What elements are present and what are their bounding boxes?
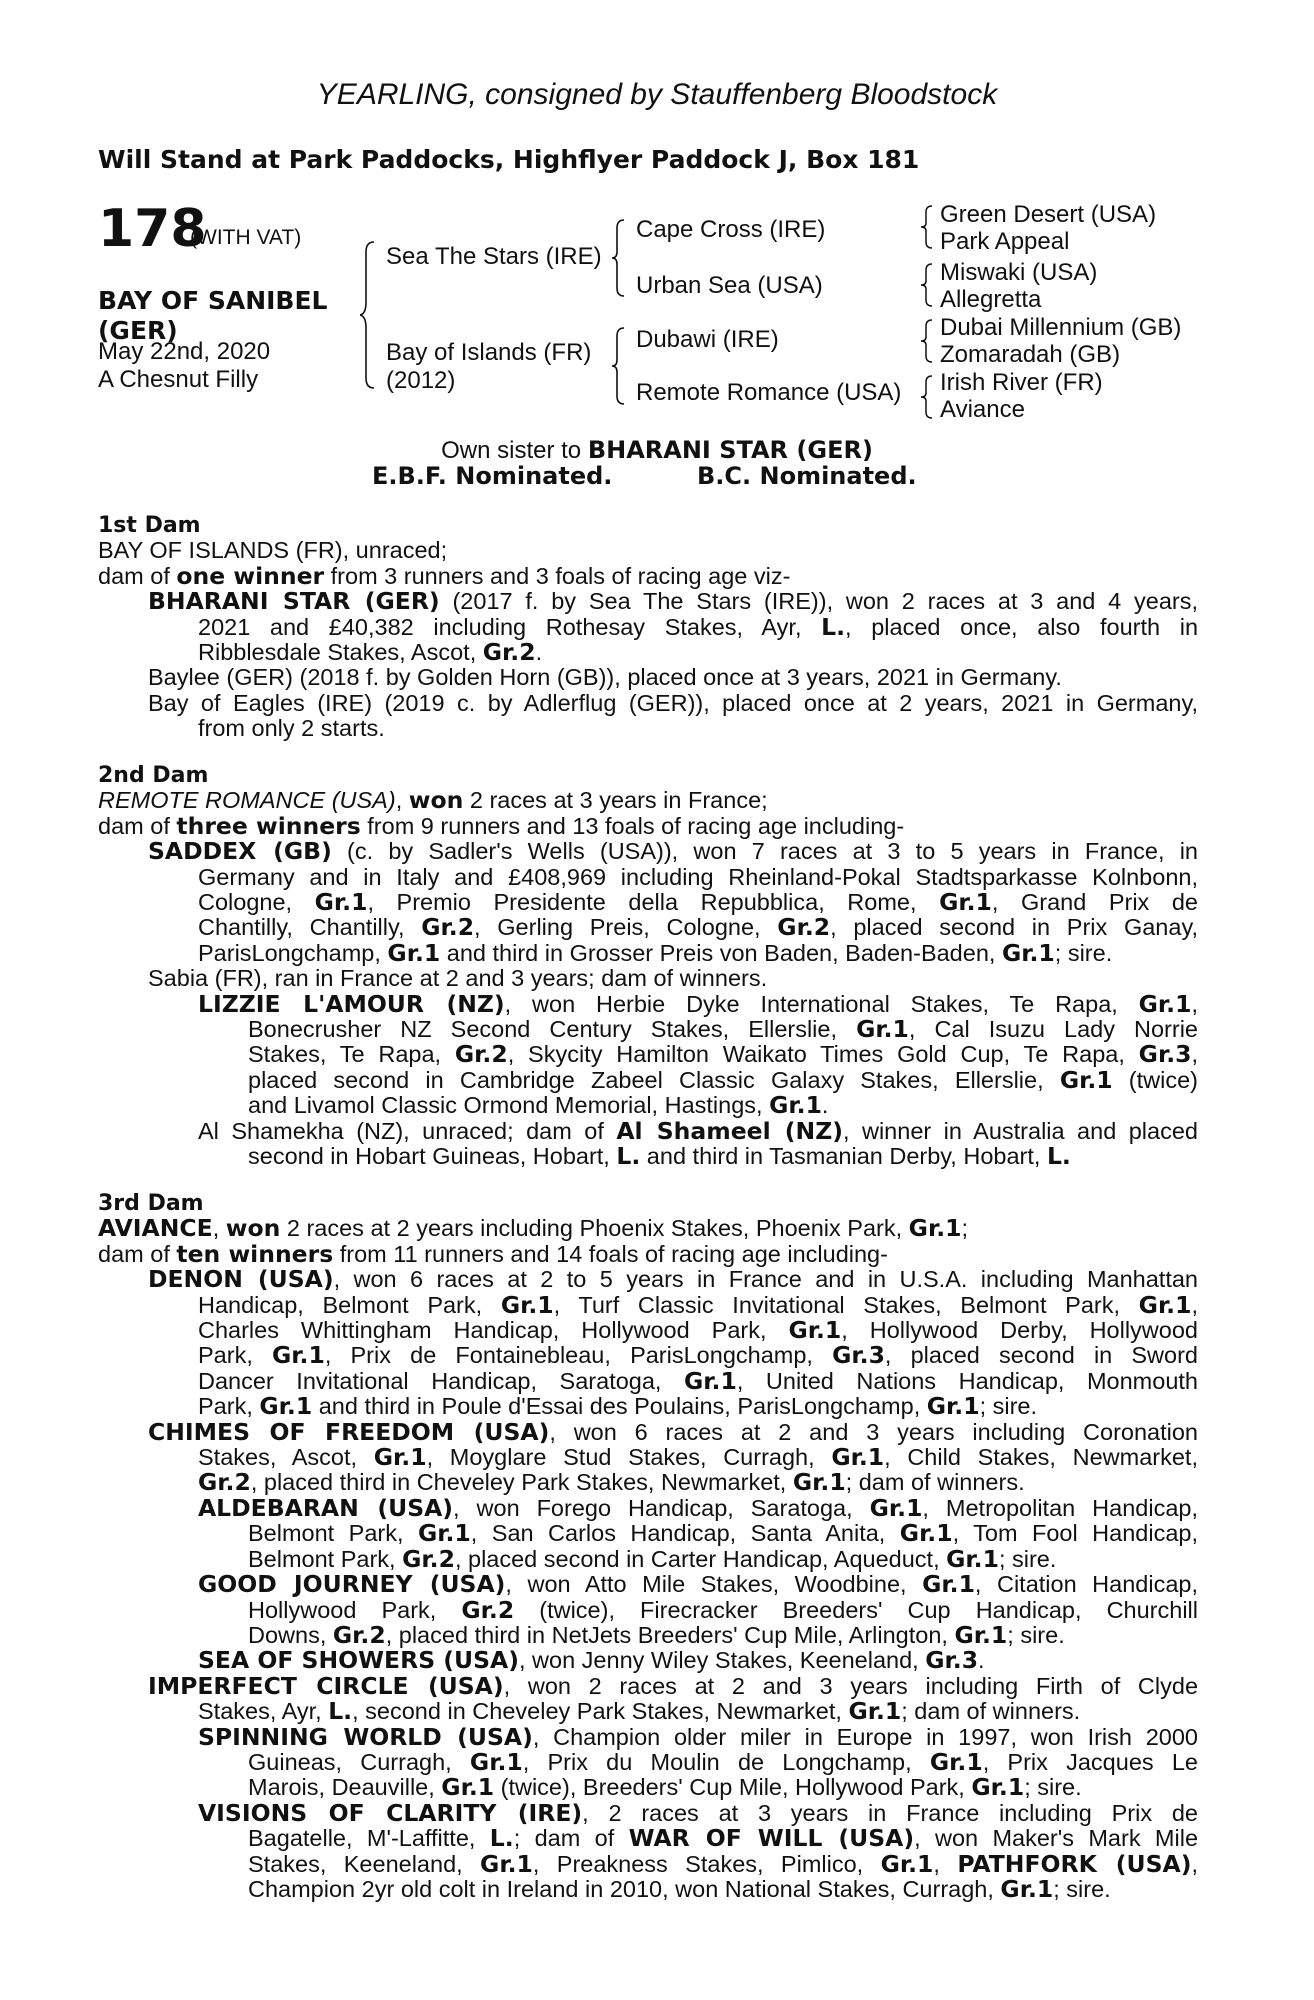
text-line: IMPERFECT CIRCLE (USA), won 2 races at 2 and 3 years including Firth of Clyde [148,1671,1199,1700]
sire-bracket [612,218,628,298]
text-line: Marois, Deauville, Gr.1 (twice), Breeders' Cup Mile, Hollywood Park, Gr.1; sire. [248,1773,1082,1802]
horse-description: A Chesnut Filly [98,366,259,393]
text-line: Dancer Invitational Handicap, Saratoga, Gr.1, United Nations Handicap, Monmouth [198,1366,1198,1395]
text-line: LIZZIE L'AMOUR (NZ), won Herbie Dyke International Stakes, Te Rapa, Gr.1, [198,989,1198,1018]
text-line: and Livamol Classic Ormond Memorial, Hastings, Gr.1. [248,1091,829,1120]
text-line: Bonecrusher NZ Second Century Stakes, Ellerslie, Gr.1, Cal Isuzu Lady Norrie [248,1015,1198,1044]
text-line: CHIMES OF FREEDOM (USA), won 6 races at 2 and 3 years including Coronation [148,1417,1198,1446]
text-line: Gr.2, placed third in Cheveley Park Stakes, Newmarket, Gr.1; dam of winners. [198,1468,1025,1497]
text-line: Guineas, Curragh, Gr.1, Prix du Moulin de Longchamp, Gr.1, Prix Jacques Le [248,1747,1198,1776]
ebf-note: E.B.F. Nominated. [372,462,613,490]
text-line: Hollywood Park, Gr.2 (twice), Firecracker Breeders' Cup Handicap, Churchill [248,1595,1198,1624]
text-line: Baylee (GER) (2018 f. by Golden Horn (GB)), placed once at 3 years, 2021 in Germany. [148,664,1062,691]
text-line: Germany and in Italy and £408,969 including Rheinland-Pokal Stadtsparkasse Kolnbonn, [198,863,1198,890]
text-line: Stakes, Te Rapa, Gr.2, Skycity Hamilton Waikato Times Gold Cup, Te Rapa, Gr.3, [248,1040,1199,1069]
third-dam-heading: 3rd Dam [98,1191,204,1216]
text-line: REMOTE ROMANCE (USA), won 2 races at 3 years in France; [98,786,768,815]
text-line: Belmont Park, Gr.2, placed second in Carter Handicap, Aqueduct, Gr.1; sire. [248,1544,1057,1573]
second-dam-heading: 2nd Dam [98,763,209,788]
text-line: SEA OF SHOWERS (USA), won Jenny Wiley Stakes, Keeneland, Gr.3. [198,1646,985,1675]
stand-location: Will Stand at Park Paddocks, Highflyer Paddock J, Box 181 [98,145,920,174]
text-line: Stakes, Keeneland, Gr.1, Preakness Stakes, Pimlico, Gr.1, PATHFORK (USA), [248,1849,1199,1878]
consignment-title: YEARLING, consigned by Stauffenberg Bloodstock [316,78,998,111]
g-bracket-4 [920,374,936,420]
text-line: Park, Gr.1, Prix de Fontainebleau, ParisLongchamp, Gr.3, placed second in Sword [198,1341,1198,1370]
text-line: second in Hobart Guineas, Hobart, L. and third in Tasmanian Derby, Hobart, L. [248,1142,1071,1171]
dam-bracket [612,326,628,406]
dam-dam: Remote Romance (USA) [636,379,902,406]
horse-name [98,286,358,346]
text-line: dam of ten winners from 11 runners and 14 foals of racing age including- [98,1239,888,1268]
g-bracket-1 [920,204,936,250]
text-line: Stakes, Ascot, Gr.1, Moyglare Stud Stakes, Curragh, Gr.1, Child Stakes, Newmarket, [198,1443,1198,1472]
text-line: Charles Whittingham Handicap, Hollywood Park, Gr.1, Hollywood Derby, Hollywood [198,1316,1198,1345]
text-line: Sabia (FR), ran in France at 2 and 3 years; dam of winners. [148,965,768,992]
third-dam-section [98,1191,1198,1902]
ancestor-2: Park Appeal [940,228,1070,255]
dam-sire: Dubawi (IRE) [636,326,779,353]
text-line: Al Shamekha (NZ), unraced; dam of Al Shameel (NZ), winner in Australia and placed [198,1116,1198,1145]
ancestor-1: Green Desert (USA) [940,201,1157,228]
ancestor-5: Dubai Millennium (GB) [940,314,1182,341]
text-line: Stakes, Ayr, L., second in Cheveley Park Stakes, Newmarket, Gr.1; dam of winners. [198,1697,1081,1726]
bc-note: B.C. Nominated. [697,462,917,490]
text-line: dam of one winner from 3 runners and 3 foals of racing age viz- [98,561,791,590]
text-line: BAY OF ISLANDS (FR), unraced; [98,537,448,564]
text-line: Bay of Eagles (IRE) (2019 c. by Adlerflug (GER)), placed once at 2 years, 2021 in Germany, [148,689,1198,716]
sire: Sea The Stars (IRE) [386,243,602,270]
sire-sire: Cape Cross (IRE) [636,216,826,243]
text-line: Belmont Park, Gr.1, San Carlos Handicap, Santa Anita, Gr.1, Tom Fool Handicap, [248,1519,1198,1548]
text-line: Handicap, Belmont Park, Gr.1, Turf Classic Invitational Stakes, Belmont Park, Gr.1, [198,1290,1198,1319]
g-bracket-3 [920,318,936,364]
vat-note: (WITH VAT) [190,226,302,249]
text-line: ALDEBARAN (USA), won Forego Handicap, Saratoga, Gr.1, Metropolitan Handicap, [198,1493,1198,1522]
horse-name-line2: (GER) [98,316,178,345]
text-line: SPINNING WORLD (USA), Champion older miler in Europe in 1997, won Irish 2000 [198,1722,1198,1751]
text-line: from only 2 starts. [198,715,385,742]
ancestor-6: Zomaradah (GB) [940,341,1121,368]
ancestor-3: Miswaki (USA) [940,259,1098,286]
dam-name: Bay of Islands (FR) [386,339,592,366]
second-dam-section [98,763,1198,1170]
text-line: SADDEX (GB) (c. by Sadler's Wells (USA)), won 7 races at 3 to 5 years in France, in [148,837,1198,866]
ancestor-4: Allegretta [940,286,1042,313]
text-line: Champion 2yr old colt in Ireland in 2010, won National Stakes, Curragh, Gr.1; sire. [248,1874,1111,1903]
text-line: DENON (USA), won 6 races at 2 to 5 years in France and in U.S.A. including Manhattan [148,1265,1198,1294]
ancestor-8: Aviance [940,396,1025,423]
horse-name-line1: BAY OF SANIBEL [98,286,328,315]
first-dam-heading: 1st Dam [98,513,201,538]
sister-name: BHARANI STAR (GER) [587,436,873,464]
foaling-date: May 22nd, 2020 [98,338,271,365]
text-line: Bagatelle, M'-Laffitte, L.; dam of WAR OF WILL (USA), won Maker's Mark Mile [248,1824,1199,1853]
sire-dam: Urban Sea (USA) [636,272,823,299]
text-line: VISIONS OF CLARITY (IRE), 2 races at 3 years in France including Prix de [198,1798,1198,1827]
ancestor-7: Irish River (FR) [940,369,1103,396]
text-line: Chantilly, Chantilly, Gr.2, Gerling Preis, Cologne, Gr.2, placed second in Prix Ganay, [198,913,1198,942]
text-line: 2021 and £40,382 including Rothesay Stakes, Ayr, L., placed once, also fourth in [198,612,1199,641]
lot-number: 178 [98,199,207,259]
pedigree-main-bracket [360,240,380,390]
text-line: placed second in Cambridge Zabeel Classic Galaxy Stakes, Ellerslie, Gr.1 (twice) [248,1065,1198,1094]
text-line: Ribblesdale Stakes, Ascot, Gr.2. [198,638,543,667]
text-line: Park, Gr.1 and third in Poule d'Essai des Poulains, ParisLongchamp, Gr.1; sire. [198,1392,1038,1421]
g-bracket-2 [920,262,936,308]
first-dam-section [98,513,1198,742]
text-line: GOOD JOURNEY (USA), won Atto Mile Stakes, Woodbine, Gr.1, Citation Handicap, [198,1570,1198,1599]
text-line: Downs, Gr.2, placed third in NetJets Breeders' Cup Mile, Arlington, Gr.1; sire. [248,1620,1065,1649]
own-sister-note: Own sister to BHARANI STAR (GER) [441,436,873,464]
text-line: ParisLongchamp, Gr.1 and third in Grosser Preis von Baden, Baden-Baden, Gr.1; sire. [198,938,1113,967]
text-line: dam of three winners from 9 runners and 13 foals of racing age including- [98,811,905,840]
text-line: Cologne, Gr.1, Premio Presidente della Repubblica, Rome, Gr.1, Grand Prix de [198,888,1198,917]
text-line: AVIANCE, won 2 races at 2 years including Phoenix Stakes, Phoenix Park, Gr.1; [98,1214,969,1243]
text-line: BHARANI STAR (GER) (2017 f. by Sea The Stars (IRE)), won 2 races at 3 and 4 years, [148,587,1199,616]
dam-year: (2012) [386,367,456,394]
